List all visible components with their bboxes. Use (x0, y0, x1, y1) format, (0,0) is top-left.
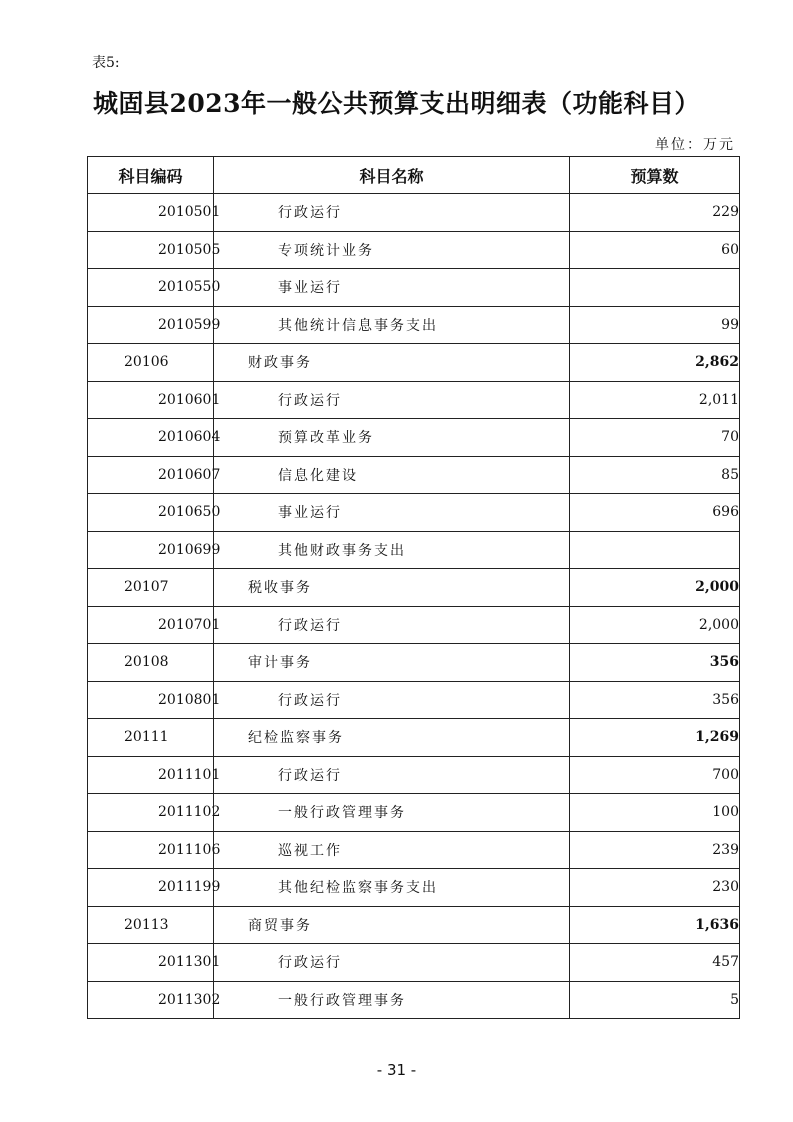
name-cell: 审计事务 (214, 644, 570, 682)
page-title: 城固县2023年一般公共预算支出明细表（功能科目） (92, 89, 701, 118)
table-row (88, 306, 740, 344)
code-cell: 2011101 (88, 756, 214, 794)
name-cell: 行政运行 (214, 681, 570, 719)
table-row (88, 981, 740, 1019)
code-cell: 2010604 (88, 419, 214, 457)
name-cell: 行政运行 (214, 381, 570, 419)
table-row (88, 194, 740, 232)
name-cell: 行政运行 (214, 194, 570, 232)
code-cell: 20106 (88, 344, 214, 382)
code-cell: 2010607 (88, 456, 214, 494)
name-cell: 纪检监察事务 (214, 719, 570, 757)
code-cell: 2010501 (88, 194, 214, 232)
code-cell: 2011302 (88, 981, 214, 1019)
amount-cell: 696 (570, 494, 740, 532)
amount-cell: 1,636 (570, 906, 740, 944)
amount-cell: 229 (570, 194, 740, 232)
name-cell: 信息化建设 (214, 456, 570, 494)
amount-cell: 2,862 (570, 344, 740, 382)
table-row (88, 944, 740, 982)
code-cell: 20111 (88, 719, 214, 757)
header-code: 科目编码 (88, 157, 214, 194)
amount-cell: 100 (570, 794, 740, 832)
name-cell: 事业运行 (214, 269, 570, 307)
code-cell: 2010650 (88, 494, 214, 532)
code-cell: 2011199 (88, 869, 214, 907)
table-row (88, 531, 740, 569)
code-cell: 2010699 (88, 531, 214, 569)
name-cell: 其他财政事务支出 (214, 531, 570, 569)
table-row (88, 719, 740, 757)
amount-cell: 239 (570, 831, 740, 869)
amount-cell: 457 (570, 944, 740, 982)
table-row (88, 831, 740, 869)
code-cell: 2010550 (88, 269, 214, 307)
table-row (88, 269, 740, 307)
name-cell: 商贸事务 (214, 906, 570, 944)
name-cell: 一般行政管理事务 (214, 794, 570, 832)
amount-cell: 1,269 (570, 719, 740, 757)
name-cell: 其他统计信息事务支出 (214, 306, 570, 344)
name-cell: 巡视工作 (214, 831, 570, 869)
amount-cell: 99 (570, 306, 740, 344)
amount-cell: 700 (570, 756, 740, 794)
code-cell: 2011106 (88, 831, 214, 869)
name-cell: 事业运行 (214, 494, 570, 532)
name-cell: 行政运行 (214, 944, 570, 982)
amount-cell (570, 531, 740, 569)
code-cell: 2010801 (88, 681, 214, 719)
table-header-row (88, 157, 740, 194)
amount-cell: 2,000 (570, 606, 740, 644)
table-body (88, 194, 740, 1019)
code-cell: 2010505 (88, 231, 214, 269)
table-row (88, 231, 740, 269)
table-row (88, 569, 740, 607)
budget-table (87, 156, 740, 1019)
name-cell: 一般行政管理事务 (214, 981, 570, 1019)
amount-cell: 2,011 (570, 381, 740, 419)
code-cell: 20113 (88, 906, 214, 944)
table-row (88, 344, 740, 382)
code-cell: 2010601 (88, 381, 214, 419)
unit-label: 单位：万元 (655, 137, 735, 153)
table-row (88, 756, 740, 794)
table-row (88, 606, 740, 644)
amount-cell: 70 (570, 419, 740, 457)
table-row (88, 681, 740, 719)
code-cell: 2010701 (88, 606, 214, 644)
name-cell: 其他纪检监察事务支出 (214, 869, 570, 907)
table-row (88, 494, 740, 532)
name-cell: 行政运行 (214, 606, 570, 644)
name-cell: 专项统计业务 (214, 231, 570, 269)
name-cell: 财政事务 (214, 344, 570, 382)
amount-cell (570, 269, 740, 307)
table-label: 表5: (92, 55, 120, 71)
table-row (88, 381, 740, 419)
table-row (88, 456, 740, 494)
name-cell: 行政运行 (214, 756, 570, 794)
amount-cell: 5 (570, 981, 740, 1019)
amount-cell: 85 (570, 456, 740, 494)
name-cell: 预算改革业务 (214, 419, 570, 457)
code-cell: 2010599 (88, 306, 214, 344)
header-amount: 预算数 (570, 157, 740, 194)
table-row (88, 794, 740, 832)
code-cell: 2011301 (88, 944, 214, 982)
page-number: - 31 - (376, 1061, 417, 1079)
code-cell: 2011102 (88, 794, 214, 832)
amount-cell: 2,000 (570, 569, 740, 607)
table-row (88, 419, 740, 457)
amount-cell: 356 (570, 681, 740, 719)
amount-cell: 356 (570, 644, 740, 682)
amount-cell: 60 (570, 231, 740, 269)
name-cell: 税收事务 (214, 569, 570, 607)
code-cell: 20108 (88, 644, 214, 682)
header-name: 科目名称 (214, 157, 570, 194)
table-row (88, 906, 740, 944)
code-cell: 20107 (88, 569, 214, 607)
table-row (88, 644, 740, 682)
table-row (88, 869, 740, 907)
amount-cell: 230 (570, 869, 740, 907)
